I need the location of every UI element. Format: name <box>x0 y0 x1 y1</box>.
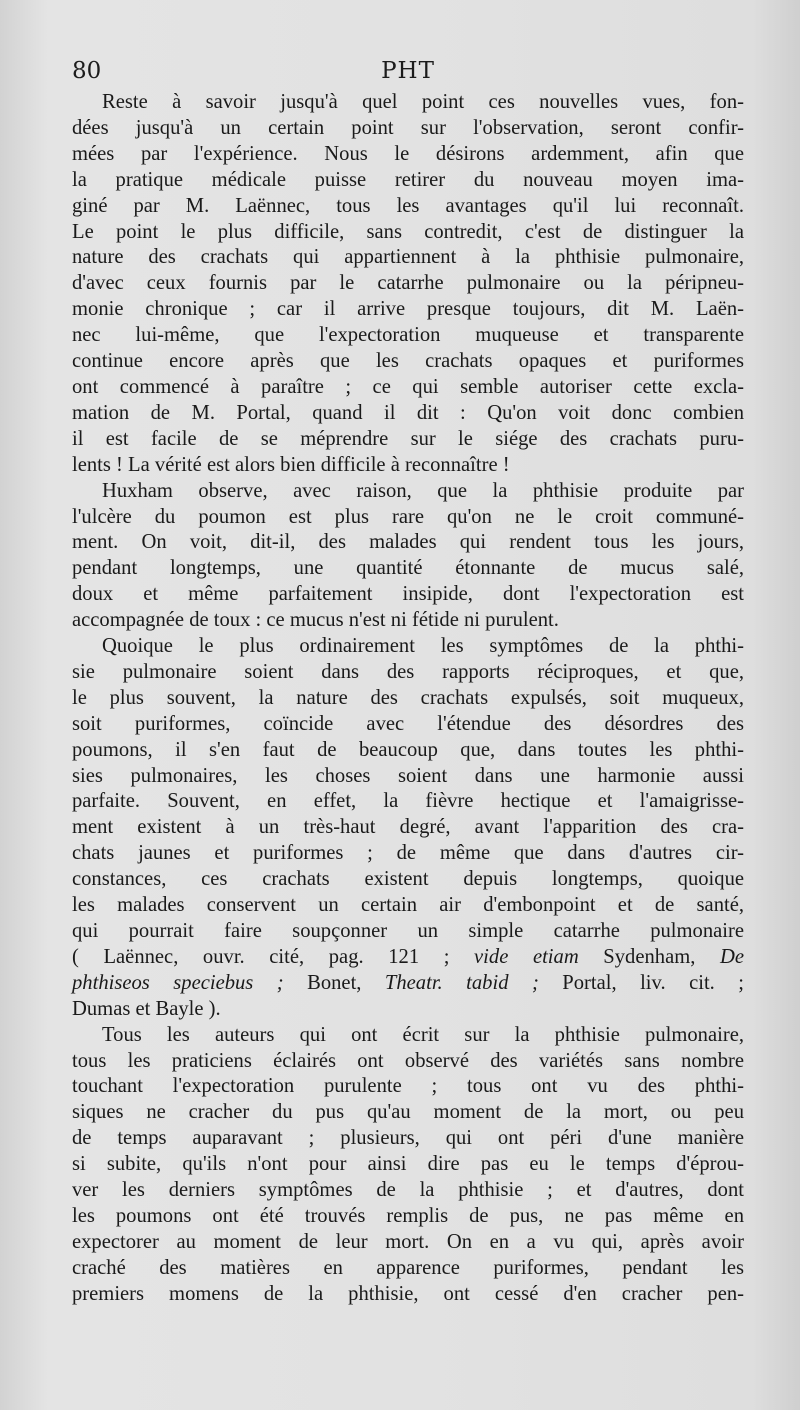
text-line: si subite, qu'ils n'ont pour ainsi dire pas eu le temps d'éprou- <box>72 1153 744 1176</box>
text-line: Tous les auteurs qui ont écrit sur la phthisie pulmonaire, <box>102 1023 744 1046</box>
text-line: soit puriformes, coïncide avec l'étendue des désordres des <box>72 712 744 735</box>
text-line: sies pulmonaires, les choses soient dans une harmonie aussi <box>72 764 744 787</box>
text-segment: Sydenham, <box>578 945 720 968</box>
italic-text: Theatr. tabid ; <box>384 971 539 994</box>
text-line: de temps auparavant ; plusieurs, qui ont péri d'une manière <box>72 1127 744 1150</box>
text-line: l'ulcère du poumon est plus rare qu'on ne le croit communé- <box>72 505 744 528</box>
text-segment: Portal, liv. cit. ; <box>538 971 744 994</box>
text-line: le plus souvent, la nature des crachats expulsés, soit muqueux, <box>72 686 744 709</box>
text-line: dées jusqu'à un certain point sur l'observation, seront confir- <box>72 116 744 139</box>
text-line: sie pulmonaire soient dans des rapports réciproques, et que, <box>72 660 744 683</box>
text-line: d'avec ceux fournis par le catarrhe pulmonaire ou la péripneu- <box>72 272 744 295</box>
text-line: lents ! La vérité est alors bien difficile à reconnaître ! <box>72 453 510 476</box>
text-line: poumons, il s'en faut de beaucoup que, dans toutes les phthi- <box>72 738 744 761</box>
paragraph <box>72 479 744 634</box>
text-line: constances, ces crachats existent depuis longtemps, quoique <box>72 868 744 891</box>
text-line: Quoique le plus ordinairement les symptômes de la phthi- <box>102 635 744 658</box>
italic-text: De <box>719 945 744 968</box>
text-line: nec lui-même, que l'expectoration muqueuse et transparente <box>72 324 744 347</box>
italic-text: vide etiam <box>474 945 579 968</box>
text-segment: ( Laënnec, ouvr. cité, pag. 121 ; <box>72 945 475 968</box>
text-line: la pratique médicale puisse retirer du nouveau moyen ima- <box>72 168 744 191</box>
text-line: ont commencé à paraître ; ce qui semble autoriser cette excla- <box>72 375 744 398</box>
text-line: Huxham observe, avec raison, que la phthisie produite par <box>102 479 744 502</box>
text-line: les poumons ont été trouvés remplis de pus, ne pas même en <box>72 1204 744 1227</box>
page-header <box>72 58 744 92</box>
text-line: chats jaunes et puriformes ; de même que dans d'autres cir- <box>72 842 744 865</box>
text-line: Dumas et Bayle ). <box>72 997 221 1020</box>
text-line: les malades conservent un certain air d'embonpoint et de santé, <box>72 894 744 917</box>
text-line <box>72 971 744 997</box>
text-line: premiers momens de la phthisie, ont cessé d'en cracher pen- <box>72 1282 744 1305</box>
paragraph <box>72 1023 744 1308</box>
text-line: il est facile de se méprendre sur le siége des crachats puru- <box>72 427 744 450</box>
text-line: ver les derniers symptômes de la phthisie ; et d'autres, dont <box>72 1179 744 1202</box>
text-line: nature des crachats qui appartiennent à la phthisie pulmonaire, <box>72 246 744 269</box>
text-line: pendant longtemps, une quantité étonnante de mucus salé, <box>72 557 744 580</box>
text-line: mation de M. Portal, quand il dit : Qu'on voit donc combien <box>72 401 744 424</box>
text-line: doux et même parfaitement insipide, dont l'expectoration est <box>72 583 744 606</box>
italic-text: phthiseos speciebus ; <box>72 971 284 994</box>
running-head: PHT <box>381 58 435 84</box>
text-line: ment. On voit, dit-il, des malades qui rendent tous les jours, <box>72 531 744 554</box>
text-line: continue encore après que les crachats opaques et puriformes <box>72 350 744 373</box>
text-line: qui pourrait faire soupçonner un simple catarrhe pulmonaire <box>72 920 744 942</box>
text-line: mées par l'expérience. Nous le désirons ardemment, afin que <box>72 142 744 165</box>
text-line: siques ne cracher du pus qu'au moment de la mort, ou peu <box>72 1101 744 1124</box>
text-line: tous les praticiens éclairés ont observé des variétés sans nombre <box>72 1049 744 1072</box>
text-line: Le point le plus difficile, sans contredit, c'est de distinguer la <box>72 220 744 243</box>
text-segment: Bonet, <box>283 971 385 994</box>
text-line: parfaite. Souvent, en effet, la fièvre hectique et l'amaigrisse- <box>72 790 744 813</box>
text-line: Reste à savoir jusqu'à quel point ces nouvelles vues, fon- <box>102 91 744 113</box>
paragraph <box>72 90 744 479</box>
text-line: expectorer au moment de leur mort. On en a vu qui, après avoir <box>72 1230 744 1253</box>
paragraph <box>72 634 744 1023</box>
text-line <box>72 945 744 971</box>
page-number: 80 <box>72 58 102 84</box>
text-line: accompagnée de toux : ce mucus n'est ni fétide ni purulent. <box>72 609 559 632</box>
text-line: monie chronique ; car il arrive presque toujours, dit M. Laën- <box>72 298 744 321</box>
text-line: ment existent à un très-haut degré, avant l'apparition des cra- <box>72 816 744 839</box>
text-line: touchant l'expectoration purulente ; tous ont vu des phthi- <box>72 1075 744 1098</box>
text-line: craché des matières en apparence puriformes, pendant les <box>72 1256 744 1279</box>
text-line: giné par M. Laënnec, tous les avantages qu'il lui reconnaît. <box>72 194 744 217</box>
body-text <box>72 90 744 1308</box>
